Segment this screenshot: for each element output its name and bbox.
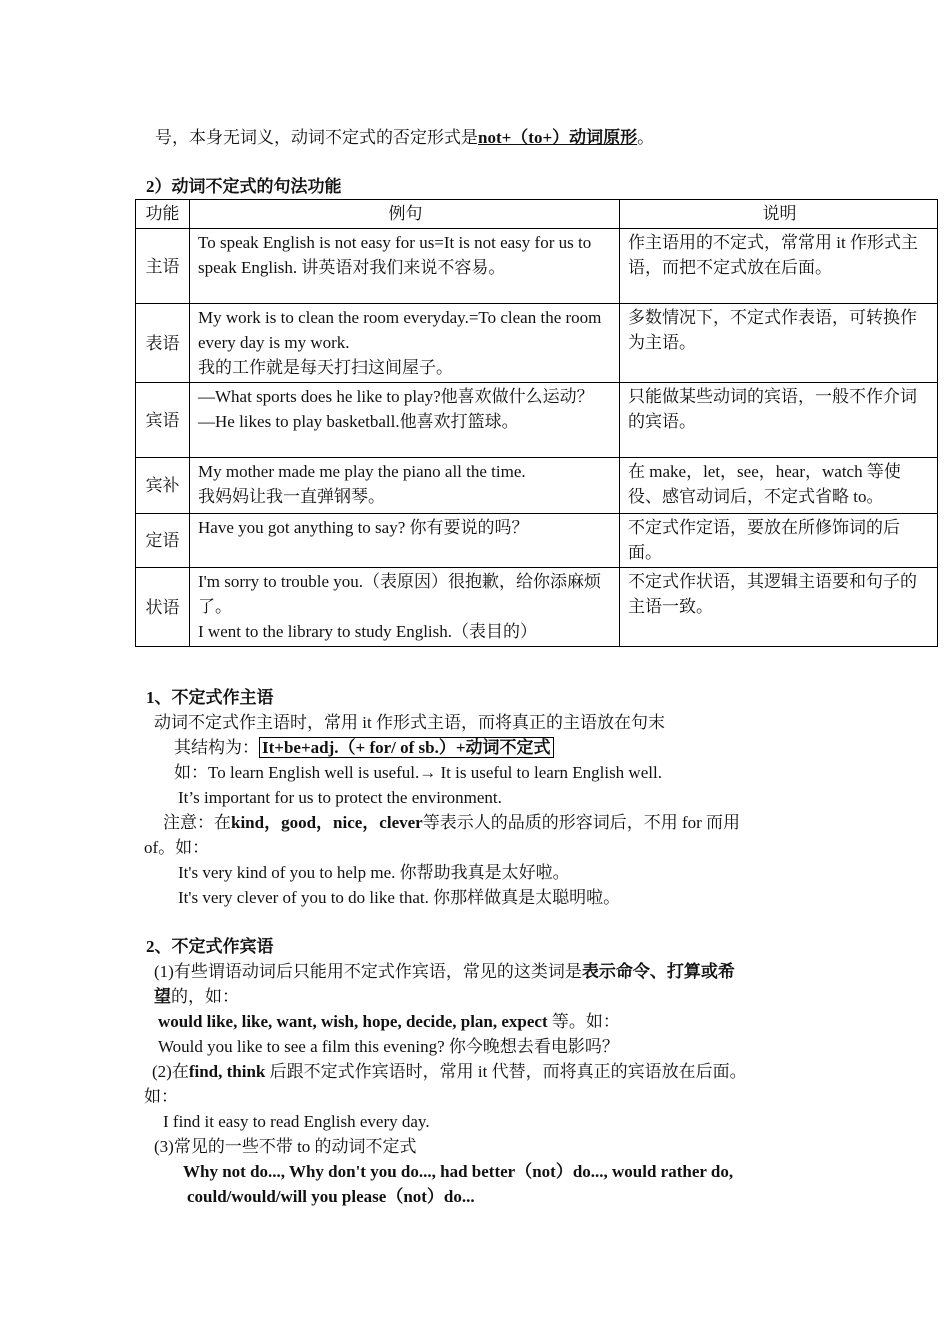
intro-emphasis: not+（to+）动词原形 <box>478 128 638 147</box>
row-function: 定语 <box>136 514 190 568</box>
section1-example3: It's very kind of you to help me. 你帮助我真是太好啦。 <box>178 863 570 882</box>
section2-example1: Would you like to see a film this evening? 你今晚想去看电影吗？ <box>158 1037 619 1056</box>
header-note: 说明 <box>620 200 938 229</box>
row-function: 宾语 <box>136 383 190 458</box>
section1-structure: 其结构为： It+be+adj.（+ for/ of sb.）+动词不定式 <box>174 736 554 760</box>
structure-formula: It+be+adj.（+ for/ of sb.）+动词不定式 <box>259 737 554 758</box>
row-example: —What sports does he like to play?他喜欢做什么运动？ —He likes to play basketball.他喜欢打篮球。 <box>190 383 620 458</box>
section1-note: 注意：在kind，good，nice，clever等表示人的品质的形容词后，不用 for 而用 <box>163 813 741 832</box>
table-row <box>136 229 938 304</box>
section2-list2: could/would/will you please（not）do... <box>187 1187 475 1206</box>
row-function: 状语 <box>136 568 190 647</box>
table-header-row <box>136 200 938 229</box>
row-example: My work is to clean the room everyday.=To clean the room every day is my work. 我的工作就是每天打扫这间屋子。 <box>190 304 620 383</box>
table-row <box>136 304 938 383</box>
section1-example2: It’s important for us to protect the environment. <box>178 788 502 807</box>
section2-example2: I find it easy to read English every day. <box>163 1112 430 1131</box>
row-note: 只能做某些动词的宾语，一般不作介词的宾语。 <box>620 383 938 458</box>
table-title: 2）动词不定式的句法功能 <box>146 177 342 196</box>
row-example: I'm sorry to trouble you.（表原因）很抱歉，给你添麻烦了。 I went to the library to study English.（表目的） <box>190 568 620 647</box>
section1-line1: 动词不定式作主语时，常用 it 作形式主语，而将真正的主语放在句末 <box>154 713 665 732</box>
section2-p1: (1)有些谓语动词后只能用不定式作宾语，常见的这类词是表示命令、打算或希 <box>154 962 735 981</box>
row-note: 在 make，let，see，hear，watch 等使役、感官动词后，不定式省略 to。 <box>620 458 938 514</box>
row-note: 不定式作定语，要放在所修饰词的后面。 <box>620 514 938 568</box>
row-function: 主语 <box>136 229 190 304</box>
section2-title: 2、不定式作宾语 <box>146 937 274 956</box>
table-row <box>136 568 938 647</box>
row-note: 多数情况下，不定式作表语，可转换作为主语。 <box>620 304 938 383</box>
row-example: Have you got anything to say? 你有要说的吗？ <box>190 514 620 568</box>
row-note: 不定式作状语，其逻辑主语要和句子的主语一致。 <box>620 568 938 647</box>
section1-title: 1、不定式作主语 <box>146 688 274 707</box>
table-row <box>136 458 938 514</box>
row-note: 作主语用的不定式，常常用 it 作形式主语，而把不定式放在后面。 <box>620 229 938 304</box>
section1-example1: 如：To learn English well is useful.→ It is useful to learn English well. <box>174 763 662 782</box>
section2-p3: (3)常见的一些不带 to 的动词不定式 <box>154 1137 417 1156</box>
function-table <box>135 199 938 647</box>
intro-text: 号，本身无词义，动词不定式的否定形式是 <box>155 128 478 147</box>
intro-suffix: 。 <box>637 128 655 147</box>
header-example: 例句 <box>190 200 620 229</box>
table-row <box>136 514 938 568</box>
section1-example4: It's very clever of you to do like that. 你那样做真是太聪明啦。 <box>178 888 621 907</box>
header-function: 功能 <box>136 200 190 229</box>
row-example: My mother made me play the piano all the time. 我妈妈让我一直弹钢琴。 <box>190 458 620 514</box>
section2-p2-cont: 如： <box>144 1087 178 1106</box>
section1-note-cont: of。如： <box>144 838 210 857</box>
table-row <box>136 383 938 458</box>
row-function: 宾补 <box>136 458 190 514</box>
row-function: 表语 <box>136 304 190 383</box>
row-example: To speak English is not easy for us=It is not easy for us to speak English. 讲英语对我们来说不容易。 <box>190 229 620 304</box>
intro-line <box>155 126 654 150</box>
section2-list1: Why not do..., Why don't you do..., had better（not）do..., would rather do, <box>183 1162 734 1181</box>
section2-p2: (2)在find, think 后跟不定式作宾语时，常用 it 代替，而将真正的宾语放在后面。 <box>152 1062 747 1081</box>
section2-p1-cont: 望的，如： <box>154 987 239 1006</box>
section2-verbs: would like, like, want, wish, hope, decide, plan, expect 等。如： <box>158 1012 620 1031</box>
